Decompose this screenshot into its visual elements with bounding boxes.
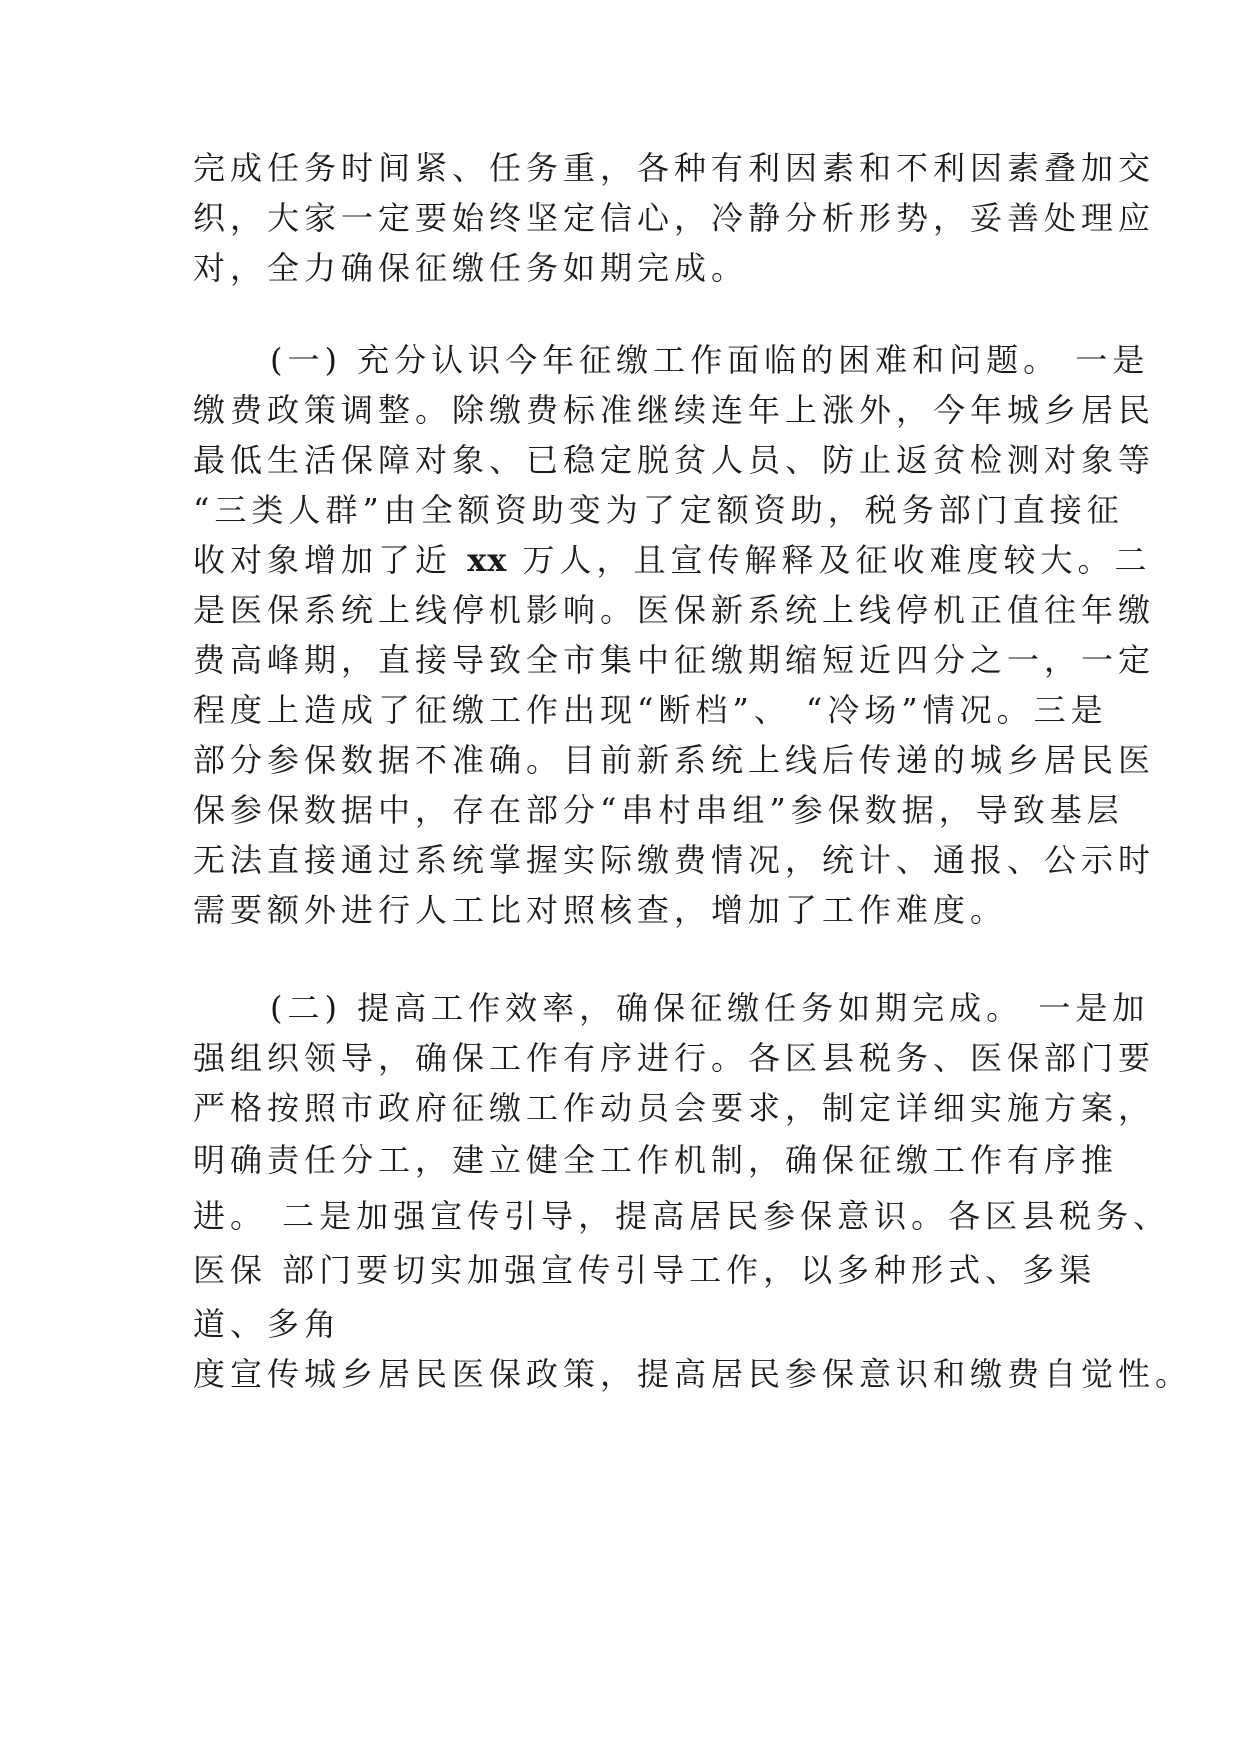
- text-line: 完成任务时间紧、任务重，各种有利因素和不利因素叠加交: [193, 149, 1156, 187]
- text-line: “三类人群”由全额资助变为了定额资助，税务部门直接征: [193, 491, 1124, 529]
- text-line: 无法直接通过系统掌握实际缴费情况，统计、通报、公示时: [193, 841, 1156, 879]
- text-line: 需要额外进行人工比对照核查，增加了工作难度。: [193, 891, 1008, 929]
- text-segment: 万人，且宣传解释及征收难度较大。二: [522, 541, 1152, 579]
- text-line: 强组织领导，确保工作有序进行。各区县税务、医保部门要: [193, 1039, 1156, 1077]
- text-line: 费高峰期，直接导致全市集中征缴期缩短近四分之一，一定: [193, 641, 1156, 679]
- text-segment: 收对象增加了近: [193, 541, 453, 579]
- text-line: 保参保数据中，存在部分“串村串组”参保数据，导致基层: [193, 791, 1124, 829]
- text-line-mixed: [193, 540, 1152, 580]
- text-line: 度宣传城乡居民医保政策，提高居民参保意识和缴费自觉性。: [193, 1355, 1193, 1393]
- placeholder-number: xx: [467, 541, 508, 579]
- text-line: (一) 充分认识今年征缴工作面临的困难和问题。 一是: [270, 341, 1150, 379]
- text-line: 对，全力确保征缴任务如期完成。: [193, 249, 749, 287]
- text-line: 道、多角: [193, 1305, 342, 1343]
- text-line: 部分参保数据不准确。目前新系统上线后传递的城乡居民医: [193, 741, 1156, 779]
- text-line: 是医保系统上线停机影响。医保新系统上线停机正值往年缴: [193, 591, 1156, 629]
- text-line: 织，大家一定要始终坚定信心，冷静分析形势，妥善处理应: [193, 199, 1156, 237]
- text-line: 程度上造成了征缴工作出现“断档”、 “冷场”情况。三是: [193, 691, 1108, 729]
- text-line: 医保 部门要切实加强宣传引导工作，以多种形式、多渠: [193, 1251, 1097, 1289]
- text-line: 严格按照市政府征缴工作动员会要求，制定详细实施方案，: [193, 1089, 1156, 1127]
- text-line: 缴费政策调整。除缴费标准继续连年上涨外，今年城乡居民: [193, 391, 1156, 429]
- text-line: 明确责任分工，建立健全工作机制，确保征缴工作有序推: [193, 1141, 1119, 1179]
- text-line: 最低生活保障对象、已稳定脱贫人员、防止返贫检测对象等: [193, 441, 1156, 479]
- text-line: (二) 提高工作效率，确保征缴任务如期完成。 一是加: [270, 989, 1150, 1027]
- text-line: 进。 二是加强宣传引导，提高居民参保意识。各区县税务、: [193, 1197, 1171, 1235]
